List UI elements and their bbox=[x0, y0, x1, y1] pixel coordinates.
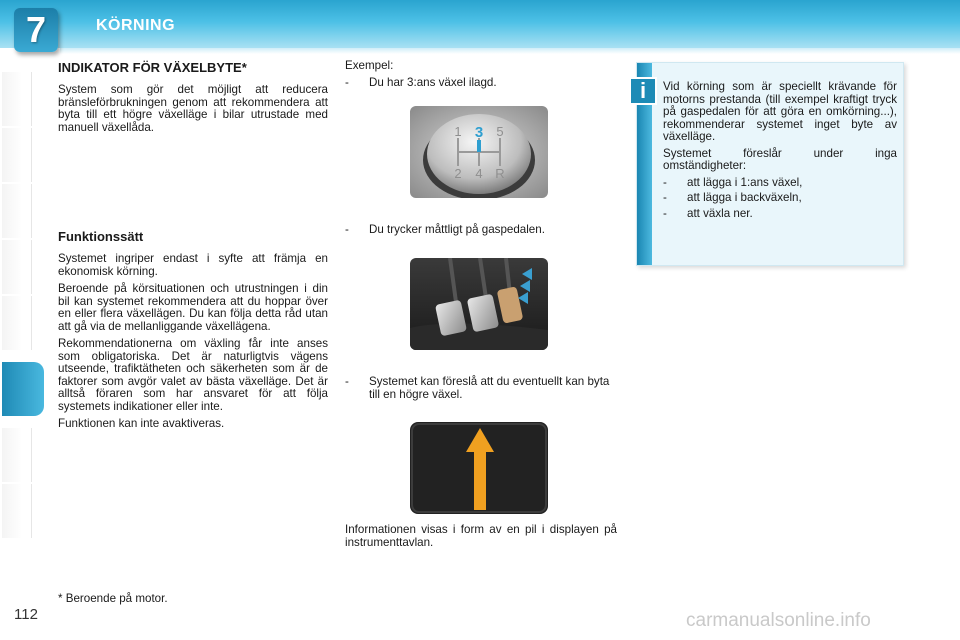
example-step-3: - Systemet kan föreslå att du eventuellt kan byta till en högre växel. bbox=[345, 375, 610, 401]
shift-up-arrow-icon bbox=[410, 422, 548, 514]
chapter-tab[interactable] bbox=[2, 484, 32, 538]
example-heading: Exempel: bbox=[345, 59, 394, 72]
chapter-number: 7 bbox=[25, 9, 47, 50]
chapter-tab[interactable] bbox=[2, 296, 32, 350]
chapter-tab[interactable] bbox=[2, 128, 32, 182]
header-fade bbox=[60, 48, 960, 54]
gear-label: 5 bbox=[496, 124, 504, 139]
pedals-icon bbox=[410, 258, 548, 350]
info-list-item: - att lägga i backväxeln, bbox=[663, 191, 802, 204]
info-list-item: - att växla ner. bbox=[663, 206, 753, 220]
info-box bbox=[636, 62, 904, 266]
watermark: carmanualsonline.info bbox=[686, 610, 871, 631]
chapter-tab[interactable] bbox=[2, 428, 32, 482]
gear-label: 1 bbox=[454, 124, 462, 139]
chapter-title: KÖRNING bbox=[96, 17, 176, 34]
info-list-item: - att lägga i 1:ans växel, bbox=[663, 175, 803, 189]
chapter-tab[interactable] bbox=[2, 240, 32, 294]
info-paragraph: Systemet föreslår under inga omständigheter: bbox=[663, 146, 897, 172]
gear-label: 4 bbox=[475, 166, 483, 181]
shift-up-arrow-image bbox=[410, 422, 548, 514]
gear-label: 2 bbox=[454, 166, 462, 181]
footnote: * Beroende på motor. bbox=[58, 592, 168, 605]
example-step-2: - Du trycker måttligt på gaspedalen. bbox=[345, 223, 545, 236]
info-text bbox=[663, 81, 897, 220]
example-step-1: - Du har 3:ans växel ilagd. bbox=[345, 75, 497, 89]
chapter-tab-active[interactable] bbox=[2, 362, 44, 416]
closing-paragraph: Informationen visas i form av en pil i displayen på instrumenttavlan. bbox=[345, 523, 617, 549]
page-number: 112 bbox=[14, 606, 38, 623]
section-title: INDIKATOR FÖR VÄXELBYTE* bbox=[58, 60, 247, 75]
body-paragraph: Rekommendationerna om växling får inte anses som obligatoriska. Det är naturligtvis vägens utseende, trafiktätheten och säkerheten som är de faktorer som avgör valet av bästa växelläge. Det är alltså föraren som har ansvaret för att följa systemets indikationer eller inte. bbox=[58, 337, 328, 413]
active-gear-label: 3 bbox=[474, 124, 484, 141]
info-icon: i bbox=[629, 77, 657, 105]
gear-label: R bbox=[495, 166, 505, 181]
body-paragraph: Beroende på körsituationen och utrustningen i din bil kan systemet rekommendera att du hoppar över en eller flera växellägen. Du kan följa detta råd utan att gå via de mellanliggande växellägena. bbox=[58, 282, 328, 333]
body-paragraph: Funktionen kan inte avaktiveras. bbox=[58, 417, 225, 430]
pedals-image bbox=[410, 258, 548, 350]
chapter-tab[interactable] bbox=[2, 72, 32, 126]
intro-paragraph: System som gör det möjligt att reducera bränsleförbrukningen genom att rekommendera att byta till ett högre växelläge i bilar utrustade med manuell växellåda. bbox=[58, 83, 328, 134]
chapter-tabs bbox=[0, 72, 40, 572]
gear-knob-image bbox=[410, 106, 548, 198]
left-column bbox=[58, 60, 328, 436]
example-column bbox=[345, 60, 617, 89]
subsection-title: Funktionssätt bbox=[58, 229, 144, 244]
body-paragraph: Systemet ingriper endast i syfte att främja en ekonomisk körning. bbox=[58, 252, 328, 278]
gear-knob-icon bbox=[410, 106, 548, 198]
info-paragraph: Vid körning som är speciellt krävande för motorns prestanda (till exempel kraftigt tryck på gaspedalen för att göra en omkörning...), rekommenderar systemet inget byte av växelläge. bbox=[663, 80, 897, 143]
chapter-tab[interactable] bbox=[2, 184, 32, 238]
